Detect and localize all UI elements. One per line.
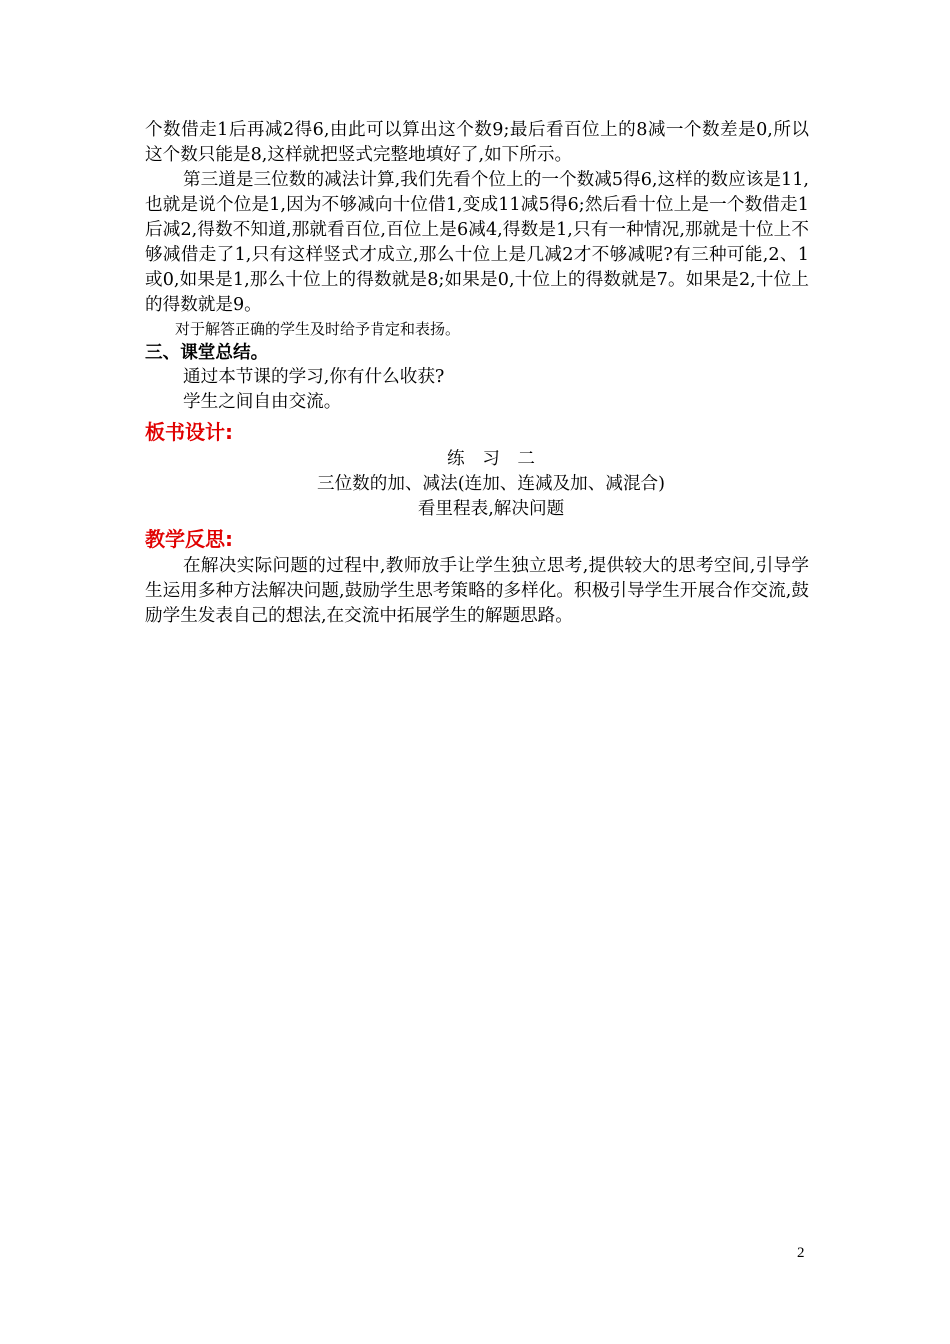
summary-line-2: 学生之间自由交流。 <box>183 392 342 412</box>
document-body <box>145 118 809 629</box>
paragraph-praise: 对于解答正确的学生及时给予肯定和表扬。 <box>175 320 461 338</box>
board-title: 练 习 二 <box>447 449 535 469</box>
board-design-heading: 板书设计: <box>145 420 233 444</box>
section-summary-heading: 三、课堂总结。 <box>145 343 269 363</box>
paragraph-third-problem: 第三道是三位数的减法计算,我们先看个位上的一个数减5得6,这样的数应该是11,也就是说个位是1,因为不够减向十位借1,变成11减5得6;然后看十位上是一个数借走1后减2,得数不知道,那就看百位,百位上是6减4,得数是1,只有一种情况,那就是十位上不够减借走了1,只有这样竖式才成立,那么十位上是几减2才不够减呢?有三种可能,2、1或0,如果是1,那么十位上的得数就是8;如果是0,十位上的得数就是7。如果是2,十位上的得数就是9。 <box>145 170 809 315</box>
reflection-heading: 教学反思: <box>145 527 233 551</box>
board-line-2: 看里程表,解决问题 <box>417 499 565 519</box>
paragraph-continuation: 个数借走1后再减2得6,由此可以算出这个数9;最后看百位上的8减一个数差是0,所以这个数只能是8,这样就把竖式完整地填好了,如下所示。 <box>145 120 809 165</box>
board-line-1: 三位数的加、减法(连加、连减及加、减混合) <box>316 474 665 494</box>
summary-line-1: 通过本节课的学习,你有什么收获? <box>183 367 445 387</box>
reflection-text: 在解决实际问题的过程中,教师放手让学生独立思考,提供较大的思考空间,引导学生运用多种方法解决问题,鼓励学生思考策略的多样化。积极引导学生开展合作交流,鼓励学生发表自己的想法,在交流中拓展学生的解题思路。 <box>145 556 809 626</box>
page-number: 2 <box>797 1245 805 1261</box>
